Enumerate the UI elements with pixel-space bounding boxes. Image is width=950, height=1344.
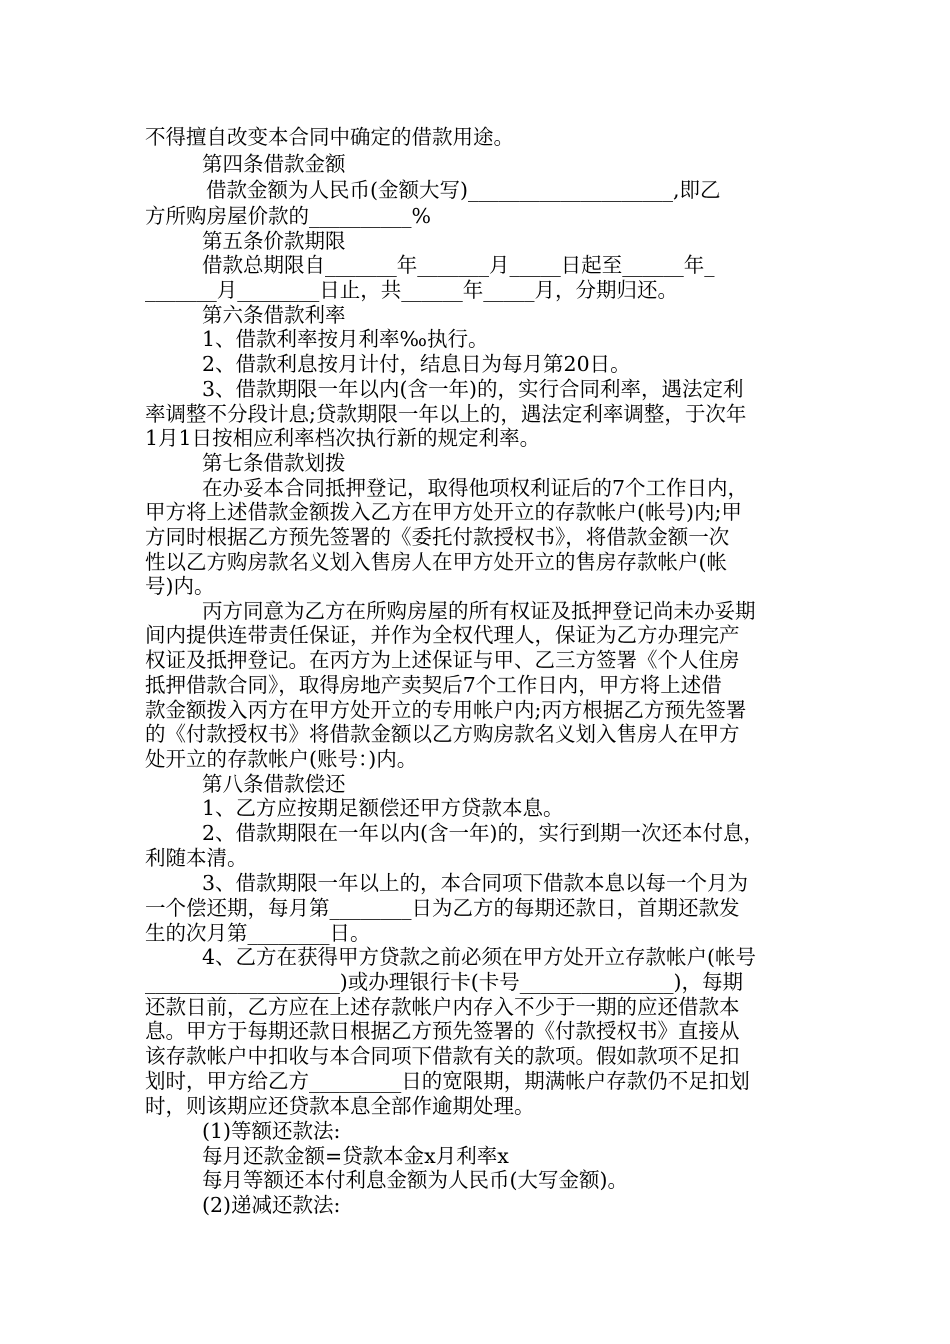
text-line: 4、乙方在获得甲方贷款之前必须在甲方处开立存款帐户(帐号 xyxy=(202,945,757,969)
section-heading: 第五条价款期限 xyxy=(202,229,346,253)
text-line: _______月________日止，共______年_____月，分期归还。 xyxy=(145,278,678,302)
section-heading: 第七条借款划拨 xyxy=(202,451,346,475)
text-line: 一个偿还期，每月第________日为乙方的每期还款日，首期还款发 xyxy=(145,896,740,920)
section-heading: 第六条借款利率 xyxy=(202,303,346,327)
text-line: 1月1日按相应利率档次执行新的规定利率。 xyxy=(145,426,541,450)
text-line: 方同时根据乙方预先签署的《委托付款授权书》，将借款金额一次 xyxy=(145,525,730,549)
text-line: (2)递减还款法: xyxy=(202,1193,341,1217)
text-line: (1)等额还款法: xyxy=(202,1119,341,1143)
text-line: 率调整不分段计息;贷款期限一年以上的，遇法定利率调整，于次年 xyxy=(145,402,747,426)
text-line: 生的次月第________日。 xyxy=(145,921,371,945)
text-line: 3、借款期限一年以内(含一年)的，实行合同利率，遇法定利 xyxy=(202,377,744,401)
text-line: 权证及抵押登记。在丙方为上述保证与甲、乙三方签署《个人住房 xyxy=(145,648,740,672)
text-line: 借款金额为人民币(金额大写)____________________,即乙 xyxy=(206,178,721,202)
text-line: 3、借款期限一年以上的，本合同项下借款本息以每一个月为 xyxy=(202,871,749,895)
text-line: 抵押借款合同》，取得房地产卖契后7个工作日内，甲方将上述借 xyxy=(145,673,722,697)
text-line: 还款日前，乙方应在上述存款帐户内存入不少于一期的应还借款本 xyxy=(145,995,740,1019)
text-line: 方所购房屋价款的__________% xyxy=(145,204,431,228)
text-line: 号)内。 xyxy=(145,574,215,598)
text-line: 丙方同意为乙方在所购房屋的所有权证及抵押登记尚未办妥期 xyxy=(202,599,756,623)
text-line: 1、借款利率按月利率‰执行。 xyxy=(202,327,489,351)
text-line: 不得擅自改变本合同中确定的借款用途。 xyxy=(145,125,514,149)
text-line: 每月还款金额=贷款本金x月利率x xyxy=(202,1144,509,1168)
text-line: 2、借款期限在一年以内(含一年)的，实行到期一次还本付息， xyxy=(202,821,765,845)
text-line: 1、乙方应按期足额偿还甲方贷款本息。 xyxy=(202,796,564,820)
text-line: 间内提供连带责任保证，并作为全权代理人，保证为乙方办理完产 xyxy=(145,623,740,647)
text-line: 甲方将上述借款金额拨入乙方在甲方处开立的存款帐户(帐号)内;甲 xyxy=(145,500,742,524)
text-line: 划时，甲方给乙方_________日的宽限期，期满帐户存款仍不足扣划 xyxy=(145,1069,750,1093)
text-line: 每月等额还本付利息金额为人民币(大写金额)。 xyxy=(202,1168,628,1192)
section-heading: 第四条借款金额 xyxy=(202,152,346,176)
text-line: 在办妥本合同抵押登记，取得他项权利证后的7个工作日内， xyxy=(202,476,749,500)
text-line: 利随本清。 xyxy=(145,846,248,870)
text-line: 性以乙方购房款名义划入售房人在甲方处开立的售房存款帐户(帐 xyxy=(145,550,727,574)
section-heading: 第八条借款偿还 xyxy=(202,772,346,796)
text-line: 时，则该期应还贷款本息全部作逾期处理。 xyxy=(145,1094,535,1118)
text-line: ___________________)或办理银行卡(卡号_______________)，每期 xyxy=(145,970,743,994)
text-line: 该存款帐户中扣收与本合同项下借款有关的款项。假如款项不足扣 xyxy=(145,1044,740,1068)
text-line: 2、借款利息按月计付，结息日为每月第20日。 xyxy=(202,352,631,376)
text-line: 处开立的存款帐户(账号：)内。 xyxy=(145,747,418,771)
text-line: 息。甲方于每期还款日根据乙方预先签署的《付款授权书》直接从 xyxy=(145,1019,740,1043)
text-line: 款金额拨入丙方在甲方处开立的专用帐户内;丙方根据乙方预先签署 xyxy=(145,698,747,722)
text-line: 借款总期限自_______年_______月_____日起至______年_ xyxy=(202,253,715,277)
text-line: 的《付款授权书》将借款金额以乙方购房款名义划入售房人在甲方 xyxy=(145,722,740,746)
